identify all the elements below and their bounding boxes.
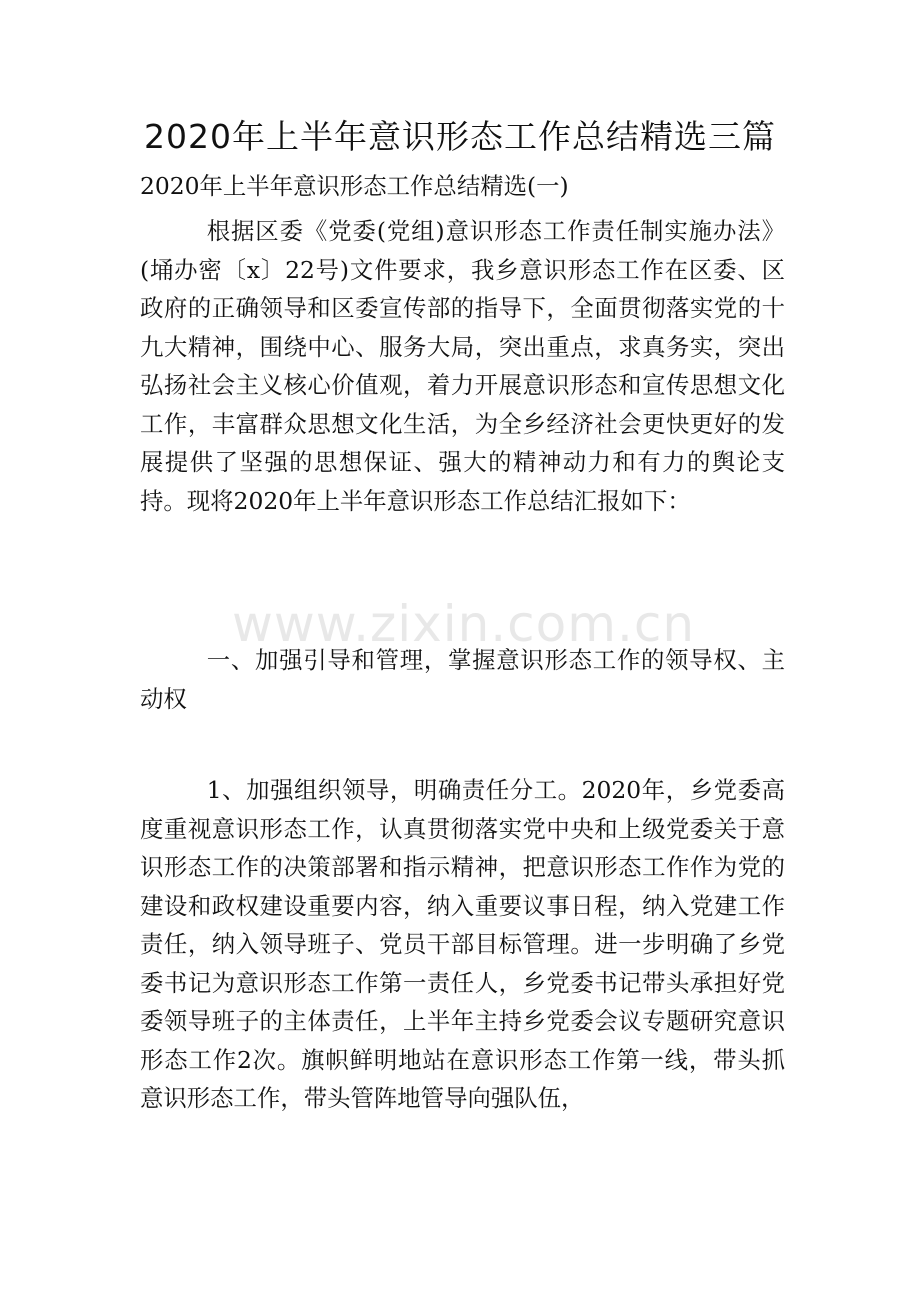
section-heading: 一、加强引导和管理，掌握意识形态工作的领导权、主动权 — [140, 646, 785, 713]
watermark: www.zixin.com.cn — [232, 595, 696, 653]
section-paragraph: 1、加强组织领导，明确责任分工。2020年，乡党委高度重视意识形态工作，认真贯彻落实党中央和上级党委关于意识形态工作的决策部署和指示精神，把意识形态工作作为党的建设和政权建设重要内容，纳入重要议事日程，纳入党建工作责任，纳入领导班子、党员干部目标管理。进一步明确了乡党委书记为意识形态工作第一责任人，乡党委书记带头承担好党委领导班子的主体责任，上半年主持乡党委会议专题研究意识形态工作2次。旗帜鲜明地站在意识形态工作第一线，带头抓意识形态工作，带头管阵地管导向强队伍， — [140, 776, 785, 1112]
document-title: 2020年上半年意识形态工作总结精选三篇 — [144, 117, 776, 156]
document-subtitle: 2020年上半年意识形态工作总结精选(一) — [140, 172, 569, 200]
intro-paragraph: 根据区委《党委(党组)意识形态工作责任制实施办法》(埇办密〔x〕22号)文件要求，我乡意识形态工作在区委、区政府的正确领导和区委宣传部的指导下，全面贯彻落实党的十九大精神，围绕中心、服务大局，突出重点，求真务实，突出弘扬社会主义核心价值观，着力开展意识形态和宣传思想文化工作，丰富群众思想文化生活，为全乡经济社会更快更好的发展提供了坚强的思想保证、强大的精神动力和有力的舆论支持。现将2020年上半年意识形态工作总结汇报如下： — [140, 217, 785, 515]
